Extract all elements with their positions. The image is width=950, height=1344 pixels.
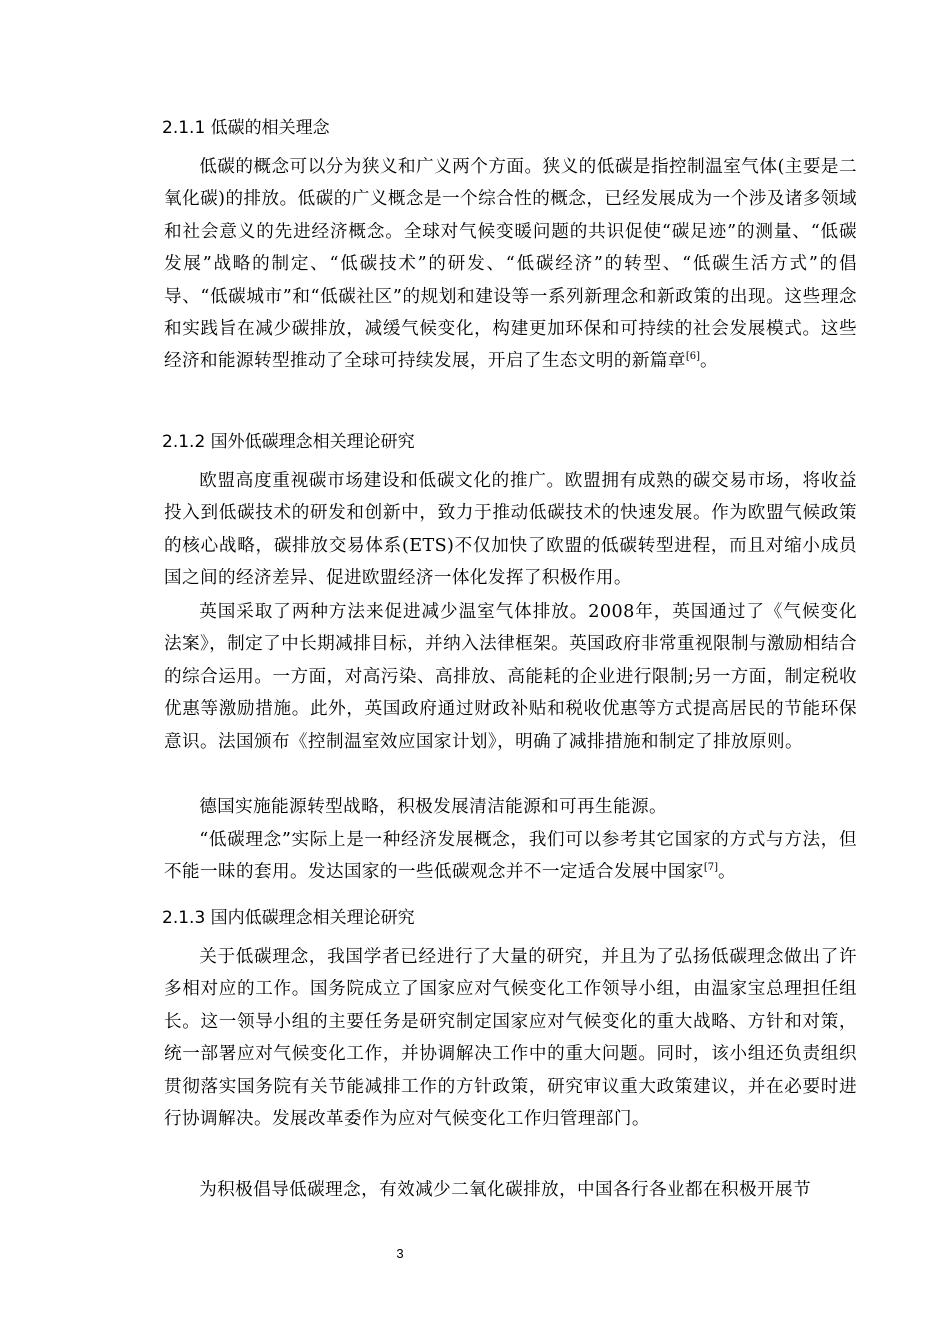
paragraph-concept-note: “低碳理念”实际上是一种经济发展概念，我们可以参考其它国家的方式与方法，但不能一昧的套用。发达国家的一些低碳观念并不一定适合发展中国家[7]。	[164, 830, 857, 883]
citation-6[interactable]: [6]	[685, 351, 700, 363]
paragraph-domestic: 关于低碳理念，我国学者已经进行了大量的研究，并且为了弘扬低碳理念做出了许多相对应的工作。国务院成立了国家应对气候变化工作领导小组，由温家宝总理担任组长。这一领导小组的主要任务是研究制定国家应对气候变化的重大战略、方针和对策，统一部署应对气候变化工作，并协调解决工作中的重大问题。同时，该小组还负责组织贯彻落实国务院有关节能减排工作的方针政策，研究审议重大政策建议，并在必要时进行协调解决。发展改革委作为应对气候变化工作归管理部门。	[164, 947, 857, 1130]
section-heading-2-1-2: 2.1.2 国外低碳理念相关理论研究	[162, 432, 415, 452]
paragraph-industries: 为积极倡导低碳理念，有效减少二氧化碳排放，中国各行各业都在积极开展节	[199, 1180, 811, 1200]
paragraph-germany: 德国实施能源转型战略，积极发展清洁能源和可再生能源。	[199, 797, 668, 817]
paragraph-uk-france: 英国采取了两种方法来促进减少温室气体排放。2008年，英国通过了《气候变化法案》，制定了中长期减排目标，并纳入法律框架。英国政府非常重视限制与激励相结合的综合运用。一方面，对高污染、高排放、高能耗的企业进行限制;另一方面，制定税收优惠等激励措施。此外，英国政府通过财政补贴和税收优惠等方式提高居民的节能环保意识。法国颁布《控制温室效应国家计划》，明确了减排措施和制定了排放原则。	[164, 602, 857, 752]
section-heading-2-1-3: 2.1.3 国内低碳理念相关理论研究	[162, 908, 415, 928]
page-number: 3	[396, 1246, 404, 1261]
section-heading-2-1-1: 2.1.1 低碳的相关理念	[162, 118, 330, 138]
paragraph-eu: 欧盟高度重视碳市场建设和低碳文化的推广。欧盟拥有成熟的碳交易市场，将收益投入到低碳技术的研发和创新中，致力于推动低碳技术的快速发展。作为欧盟气候政策的核心战略，碳排放交易体系(ETS)不仅加快了欧盟的低碳转型进程，而且对缩小成员国之间的经济差异、促进欧盟经济一体化发挥了积极作用。	[164, 471, 857, 589]
citation-7[interactable]: [7]	[703, 862, 718, 874]
paragraph-low-carbon-concept: 低碳的概念可以分为狭义和广义两个方面。狭义的低碳是指控制温室气体(主要是二氧化碳)的排放。低碳的广义概念是一个综合性的概念，已经发展成为一个涉及诸多领域和社会意义的先进经济概念。全球对气候变暖问题的共识促使“碳足迹”的测量、“低碳发展”战略的制定、“低碳技术”的研发、“低碳经济”的转型、“低碳生活方式”的倡导、“低碳城市”和“低碳社区”的规划和建设等一系列新理念和新政策的出现。这些理念和实践旨在减少碳排放，减缓气候变化，构建更加环保和可持续的社会发展模式。这些经济和能源转型推动了全球可持续发展，开启了生态文明的新篇章[6]。	[164, 157, 857, 372]
